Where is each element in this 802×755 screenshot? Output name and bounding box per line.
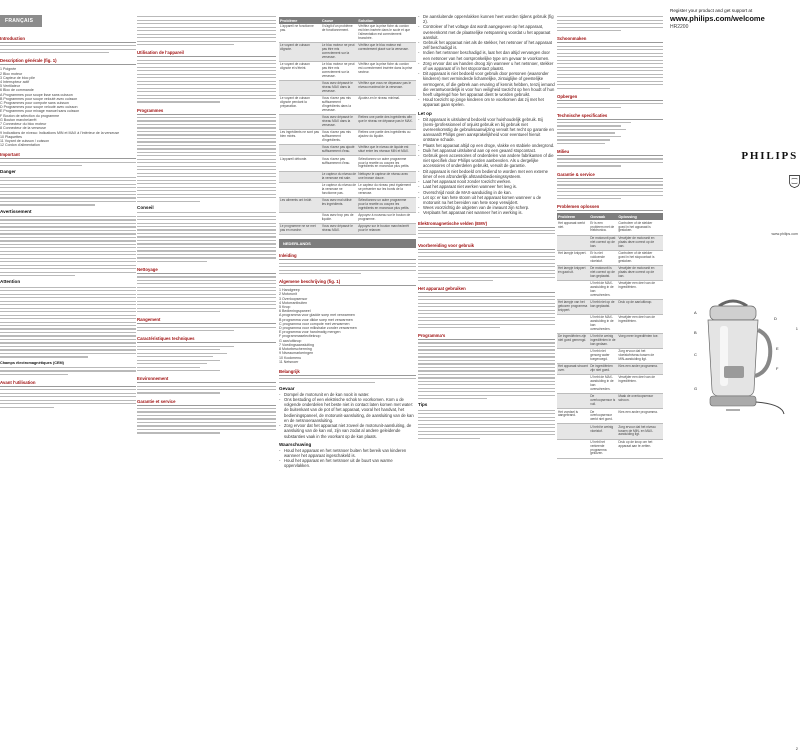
- header-cell: Probleem: [558, 214, 576, 219]
- table-row: [557, 375, 663, 394]
- table-cell: Vérifiez que le niveau de liquide est situé entre les niveaux MIN et MAX.: [358, 145, 409, 154]
- table-row: [557, 315, 663, 334]
- list-item: 12 Cordon d'alimentation: [0, 143, 40, 148]
- table-row: [557, 349, 663, 364]
- table-row: [557, 394, 663, 409]
- list-item: B programma voor dikke soep met verwarmen: [279, 317, 353, 322]
- table-cell: Retirez une partie des ingrédients ou ajoutez du liquide.: [358, 130, 411, 139]
- list-item: - Zorg ervoor dat uw handen droog zijn wanneer u het netsnoer, stekker of uw apparaat of in het stopcontact plaatst.: [423, 61, 555, 71]
- table-row: [557, 409, 663, 424]
- table-cell: Er is niet voldoende vloeistof.: [590, 250, 605, 263]
- table-cell: Il s'agit d'un problème de fonctionnement.: [321, 24, 353, 33]
- table-cell: U hebt te weinig vloeistof.: [590, 424, 614, 433]
- page-number: 1: [795, 326, 798, 331]
- list-item: - Gebruik geen accessoires of onderdelen van andere fabrikanten of die niet specifiek door Philips worden aanbevolen. Als u dergelijke accessoires of onderdelen gebruikt, vervalt de garantie.: [423, 153, 555, 169]
- tips-paragraph: [418, 410, 555, 439]
- table-cell: Retirez une partie des ingrédients afin que le niveau ne dépasse pas le MAX.: [358, 115, 413, 124]
- table-cell: Het apparaat stroomt over.: [558, 364, 588, 373]
- emf-paragraph: [0, 367, 136, 375]
- list-item: 3 Capteur de bloc pile: [0, 75, 35, 80]
- table-cell: [558, 441, 590, 457]
- table-cell: [280, 184, 322, 196]
- cleaning-paragraph: [557, 46, 663, 89]
- tip-title: Conseil: [137, 204, 154, 210]
- table-cell: Le voyant de cuisson clignote.: [280, 43, 310, 52]
- table-cell: [558, 237, 590, 249]
- list-item: - Laat het apparaat nooit zonder toezicht werken.: [423, 179, 555, 184]
- list-item: - Houd het apparaat en het netsnoer buiten het bereik van kinderen wanneer het apparaat ingeschakeld is.: [284, 448, 416, 458]
- intro-paragraph: [0, 45, 136, 53]
- column-french-usage: [137, 0, 276, 755]
- table-cell: Druk op de aan/uitknop.: [618, 300, 653, 304]
- programs-paragraph: [418, 342, 555, 399]
- list-item: 8 Connecteur de la verseuse: [0, 126, 46, 131]
- column-french-troubleshooting: [279, 0, 416, 755]
- figure-label: B: [694, 330, 697, 335]
- section-heading: Schoonmaken: [557, 34, 663, 43]
- list-item: C programma voor compote met verwarmen: [279, 321, 350, 326]
- table-cell: Appuyez à nouveau sur le bouton de programme.: [358, 213, 411, 222]
- figure-label: F: [776, 366, 779, 371]
- intro-paragraph: [279, 263, 416, 275]
- table-row: [279, 183, 416, 198]
- table-cell: Vous n'avez pas suffisamment d'eau.: [321, 156, 351, 165]
- warning-title: Avertissement: [0, 208, 32, 214]
- table-row: [557, 236, 663, 251]
- table-cell: Er is een probleem met de elektronica.: [590, 220, 615, 233]
- warning-paragraph: [0, 216, 136, 276]
- table-cell: Voeg meer ingrediënten toe.: [618, 334, 659, 339]
- section-heading: Belangrijk: [279, 367, 416, 376]
- table-cell: Vérifiez que la prise fiche du cordon est bien insérée dans le socle et que l'alimentation est correctement branchée.: [358, 24, 411, 40]
- section-heading: Introduction: [0, 34, 136, 43]
- list-item: - Dit apparaat is uitsluitend bedoeld voor huishoudelijk gebruik. Bij (semi-)professioneel of onjuist gebruik en bij gebruik niet overeenkomstig de gebruiksaanwijzing vervalt het recht op garantie en aanvaardt Philips geen aansprakelijkheid voor eventueel hieruit ontstane schade.: [423, 117, 555, 143]
- section-heading: Environnement: [137, 374, 276, 383]
- philips-shield-icon: [789, 175, 800, 188]
- list-item: - Dit apparaat is niet bedoeld voor gebruik door personen (waaronder kinderen) met verminderde lichamelijke, zintuiglijke of geestelijke vermogens, of die gebrek aan ervaring of kennis hebben, tenzij iemand die verantwoordelijk is voor hun veiligheid toezicht op hen houdt of hun heeft uitgelegd hoe het apparaat dient te worden gebruikt.: [423, 71, 555, 97]
- list-item: - Laat het apparaat niet werken wanneer het leeg is.: [423, 184, 555, 189]
- cleaning-paragraph: [137, 276, 276, 312]
- important-paragraph: [0, 162, 136, 167]
- table-row: [557, 334, 663, 349]
- table-cell: Le bloc moteur ne peut pas être mis correctement sur la verseuse.: [321, 43, 355, 59]
- table-cell: Le capteur du niveau peut également se présenter sur les bords de la verseuse.: [358, 182, 411, 195]
- list-item: - Gebruik het apparaat niet als de stekker, het netsnoer of het apparaat zelf beschadigd is.: [423, 40, 555, 50]
- table-cell: Vous n'avez pas mis suffisamment d'ingrédients dans la verseuse.: [321, 96, 351, 112]
- section-heading: Programmes: [137, 106, 276, 115]
- list-item: 1 Handgreep: [279, 288, 300, 293]
- programs-paragraph: [137, 117, 276, 202]
- section-heading: Nettoyage: [137, 265, 276, 274]
- table-row: [557, 266, 663, 281]
- tip-paragraph: [137, 212, 276, 262]
- table-cell: De ingrediënten zijn niet goed.: [590, 364, 613, 373]
- guarantee-paragraph: [557, 181, 663, 200]
- list-item: C Programmes pour compote sans cuisson: [0, 101, 69, 106]
- table-cell: Het lampje van het gekozen programma knippert.: [558, 300, 588, 312]
- table-cell: Vous avez mal utilisé les ingrédients.: [321, 198, 352, 206]
- preparation-paragraph: [418, 252, 555, 281]
- list-item: 4 Interrupteur actif: [0, 80, 30, 85]
- table-cell: Vous avez dépassé le niveau MAX dans la verseuse.: [321, 81, 353, 93]
- environment-paragraph: [557, 158, 663, 166]
- table-cell: Sélectionnez un autre programme pour la recette ou coupez les ingrédients en morceaux plus petits.: [358, 156, 410, 169]
- table-row: [279, 62, 416, 81]
- section-heading: Inleiding: [279, 251, 416, 260]
- section-heading: Het apparaat gebruiken: [418, 284, 555, 293]
- table-cell: Controleer of de stekker goed in het stopcontact is gestoken.: [618, 250, 655, 263]
- table-cell: Maak de overloopsensor schoon.: [618, 394, 654, 403]
- important-paragraph: [279, 378, 416, 383]
- section-heading: Garantie & service: [557, 170, 663, 179]
- table-cell: Het apparaat werkt niet.: [558, 220, 585, 229]
- specs-paragraph: [557, 122, 663, 144]
- table-row: [279, 156, 416, 171]
- table-cell: U hebt niet op de kan geplaatst.: [590, 300, 615, 308]
- table-cell: De overloopsensor werkt niet goed.: [590, 409, 613, 422]
- list-item: A Programmes pour soupe lisse sans cuisson: [0, 92, 73, 97]
- list-item: - Plaats het apparaat altijd op een droge, vlakke en stabiele ondergrond.: [423, 143, 555, 148]
- section-heading: Utilisation de l'appareil: [137, 48, 276, 57]
- table-cell: Vous avez trop peu de liquide.: [321, 213, 354, 222]
- table-cell: De ingrediënten zijn niet goed gemengd.: [558, 334, 587, 342]
- list-item: 4 Motorrantbuiten: [279, 300, 308, 305]
- table-cell: Les ingrédients ne sont pas bien mixés.: [280, 130, 319, 139]
- table-cell: Controleer of de stekker goed in het apparaat is gestoken.: [618, 220, 653, 233]
- list-item: - De aansluitende oppervlakken kunnen heet worden tijdens gebruik (fig 2).: [423, 14, 555, 24]
- caution-list: [418, 117, 555, 216]
- troubleshooting-table-body: [557, 220, 663, 458]
- list-item: D programma voor milkshake zonder verwarmen: [279, 326, 357, 331]
- table-cell: Sélectionnez un autre programme pour la recette ou coupez les ingrédients en morceaux plus petits.: [358, 198, 410, 210]
- page-number: 2: [795, 746, 798, 751]
- table-cell: Vous avez dépassé le niveau MAX dans la verseuse.: [321, 115, 353, 128]
- table-cell: [558, 316, 590, 332]
- usage-paragraph: [418, 296, 555, 329]
- section-heading: Description générale (fig. 1): [0, 56, 136, 65]
- figure-label: A: [694, 310, 697, 315]
- table-cell: Verwijder een deel van de ingrediënten.: [618, 375, 655, 384]
- table-cell: Les aliments ont brûlé.: [280, 198, 313, 203]
- figure-label: E: [776, 346, 779, 351]
- storage-paragraph: [557, 103, 663, 108]
- table-cell: U hebt de MAX-aanduiding in de kan overschreden.: [590, 281, 614, 297]
- language-tab: FRANÇAIS: [0, 15, 42, 27]
- register-url[interactable]: www.philips.com/welcome: [670, 14, 765, 23]
- list-item: - Duik het apparaat uitsluitend aan op een geaard stopcontact.: [423, 148, 555, 153]
- specs-paragraph: [137, 346, 276, 372]
- figure-label: G: [694, 386, 698, 391]
- table-row: [279, 81, 416, 96]
- table-row: [557, 251, 663, 266]
- table-cell: Vous avez dépassé le niveau MAX.: [321, 224, 353, 233]
- model-number: HR2200: [670, 24, 689, 30]
- column-cover: [664, 0, 802, 755]
- emf-title: Champs électromagnétiques (CEM): [0, 360, 64, 365]
- troubleshooting-table-body: [279, 24, 416, 235]
- section-heading: Garantie et service: [137, 397, 276, 406]
- list-item: - Wees voorzichtig de uitgieten van de inwaunt zijn scherp.: [423, 205, 555, 210]
- list-item: - Houd toezicht op jonge kinderen om te voorkomen dat zij met het apparaat gaan spelen.: [423, 97, 555, 107]
- website-small[interactable]: www.philips.com: [771, 232, 798, 236]
- table-cell: [280, 214, 322, 222]
- list-item: B Programmes pour soupe velouté avec cuisson: [0, 96, 78, 101]
- table-cell: U hebt niet genoeg water toegevoegd.: [590, 349, 610, 361]
- table-cell: Het voedsel is aangebrand.: [558, 409, 579, 418]
- list-item: 3 Overloopsensor: [279, 296, 308, 301]
- usage-paragraph: [137, 60, 276, 103]
- table-cell: U hebt de MAX-aanduiding in de kan overschreden.: [590, 315, 614, 331]
- list-item: F programmaselectieknop: [279, 334, 321, 339]
- table-cell: [280, 116, 322, 128]
- list-item: 1 Poignée: [0, 67, 17, 72]
- table-cell: U hebt het verkeerde programma gekozen.: [590, 439, 607, 456]
- table-cell: Ajoutez-en le niveau minimal.: [358, 96, 400, 101]
- first-use-paragraph: [0, 389, 136, 408]
- figure-label: C: [694, 352, 697, 357]
- list-item: - Overschrijd nooit de MAX-aanduiding in de kan.: [423, 190, 555, 195]
- table-cell: U hebt de MAX-aanduiding in de kan overschreden.: [590, 375, 614, 392]
- dutch-description-list: [279, 288, 416, 364]
- soupmaker-illustration-icon: [664, 296, 802, 416]
- section-heading: Elektromagnetische velden (EMV): [418, 219, 555, 228]
- table-row: [557, 220, 663, 235]
- table-cell: Le capteur du niveau de la verseuse est sale.: [321, 171, 357, 180]
- section-heading: Programma's: [418, 331, 555, 340]
- troubleshooting-table-header: [279, 17, 416, 24]
- list-item: E programma voor handmatig mengen: [279, 330, 341, 335]
- section-heading: Caractéristiques techniques: [137, 334, 276, 343]
- table-cell: [280, 146, 322, 154]
- table-cell: Le voyant de cuisson clignote et s'éteint.: [280, 62, 310, 71]
- dutch-language-tab: NEDERLANDS: [279, 239, 416, 248]
- table-cell: Le capteur du niveau de la verseuse ne fonctionne pas.: [321, 182, 357, 195]
- table-row: [279, 145, 416, 156]
- table-cell: [558, 282, 590, 298]
- table-cell: [280, 82, 322, 94]
- table-cell: [558, 376, 590, 392]
- table-cell: L'appareil déborde.: [280, 156, 308, 161]
- figure-label: D: [774, 316, 777, 321]
- list-item: 10 Plaquettes: [0, 134, 22, 139]
- list-item: 5 Ventilateur: [0, 84, 20, 89]
- list-item: - Ons bestuding of een elektrische schok te voorkomen. Kom u de volgende onderdelen het beste niet in contact laten komen met water: de buitenkant van de pot of het apparaat, vooral het handvat, het bedieningspaneel, de motorunit-aansluiting, de aansluiting van de kan en de netsnoeraansluiting.: [284, 397, 416, 423]
- table-cell: Verwijder de motorunit en plaats deze correct op de kan.: [618, 265, 655, 278]
- column-dutch-maintenance: [557, 0, 663, 755]
- table-row: [279, 213, 416, 224]
- register-text: Register your product and get support at: [670, 8, 753, 13]
- table-cell: De motorunit past niet correct op de kan.: [590, 235, 616, 248]
- table-row: [279, 198, 416, 213]
- table-cell: Appuyez sur le bouton marche/arrêt pour le relancer.: [358, 224, 409, 233]
- list-item: - Dit apparaat is niet bedoeld om bediend te worden met een externe timer of een afzonderlijk afstandsbedieningssysteem.: [423, 169, 555, 179]
- list-item: 2 Bloc moteur: [0, 71, 23, 76]
- danger-list: [279, 392, 416, 439]
- list-item: - Controleer of het voltage dat wordt aangegeven op het apparaat, overeenkomt met de plaatselijke netspanning voordat u het apparaat aansluit.: [423, 24, 555, 40]
- list-item: 11 Voyant de cuisson / cuisson: [0, 138, 50, 143]
- list-item: D Programmes pour soupe velouté avec cuisson: [0, 105, 78, 110]
- table-cell: Nettoyez le capteur de niveau avec une brosse douce.: [358, 171, 409, 180]
- caution-title: Attention: [0, 279, 21, 285]
- steps-paragraph: [557, 16, 663, 31]
- table-row: [279, 172, 416, 183]
- table-cell: De motorunit is niet correct op de kan geplaatst.: [590, 265, 615, 278]
- warning-list: [279, 448, 416, 469]
- danger-title: Danger: [0, 169, 16, 175]
- table-cell: De overloopsensor is vuil.: [590, 394, 616, 407]
- list-item: 8 Motorbescherming: [279, 347, 312, 352]
- table-cell: Het lampje knippert.: [558, 250, 587, 255]
- table-row: [279, 96, 416, 115]
- list-item: 9 Indications de niveau: Indications MIN et MAX à l'intérieur de la verseuse: [0, 130, 120, 135]
- brand-logo: PHILIPS: [741, 150, 798, 162]
- emf-paragraph: [418, 230, 555, 238]
- list-item: A programma voor gladde soep met verwarmen: [279, 313, 355, 318]
- list-item: 5 Knop: [279, 305, 291, 310]
- environment-paragraph: [137, 386, 276, 394]
- table-cell: Zorg ervoor dat het vloeistofniveau tussen de MIN-aanduiding ligt.: [618, 349, 655, 361]
- table-cell: Verwijder een deel van de ingrediënten.: [618, 281, 655, 289]
- list-item: 6 Bedieningspaneel: [279, 309, 311, 314]
- list-item: 9 Niveaumarkeringen: [279, 351, 314, 356]
- table-cell: Vous n'avez pas mis suffisamment d'ingrédients.: [321, 130, 351, 143]
- troubleshooting-table-header: [557, 213, 663, 220]
- table-cell: Vous n'avez pas ajouté suffisamment d'eau.: [321, 145, 355, 154]
- table-cell: U hebt te weinig ingrediënten in de kan gedaan.: [590, 334, 616, 346]
- table-cell: Verwijder een deel van de ingrediënten.: [618, 315, 655, 323]
- table-row: [557, 300, 663, 315]
- guarantee-paragraph: [137, 408, 276, 434]
- table-row: [279, 24, 416, 43]
- list-item: E Programmes pour mixage manuel sans cuisson: [0, 109, 80, 114]
- list-item: 10 Kookmenu: [279, 355, 302, 360]
- table-row: [557, 364, 663, 375]
- caution-title: Let op: [418, 110, 432, 116]
- table-cell: Vérifiez que vous ne dépassez pas le niveau maximal de la verseuse.: [358, 81, 412, 90]
- table-cell: Verwijder de motorunit en plaats deze correct op de kan.: [618, 235, 655, 248]
- list-item: G Bouton marche/arrêt: [0, 117, 37, 122]
- list-item: G aan/uitknop: [279, 338, 302, 343]
- section-heading: Problemen oplossen: [557, 202, 663, 211]
- table-row: [279, 115, 416, 130]
- list-item: - Verplaats het apparaat niet wanneer het in werking is.: [423, 210, 555, 215]
- header-cell: Solution: [358, 18, 374, 23]
- table-cell: Le programme ne se met pas en marche.: [280, 224, 316, 233]
- safety-list: [418, 14, 555, 108]
- list-item: - Let op: er kan hete stoom uit het apparaat komen wanneer u de motorunit na het bereiden van hete soep verwijdert.: [423, 195, 555, 205]
- header-cell: Cause: [321, 18, 334, 23]
- steps-paragraph: [137, 16, 276, 45]
- column-dutch-safety: [418, 0, 555, 755]
- header-cell: Problème: [280, 18, 298, 23]
- table-cell: [558, 426, 590, 438]
- table-row: [557, 440, 663, 459]
- section-heading: Milieu: [557, 147, 663, 156]
- table-cell: [558, 350, 590, 362]
- section-heading: Avant l'utilisation: [0, 378, 136, 387]
- table-cell: L'appareil ne fonctionne pas.: [280, 24, 314, 33]
- section-heading: Technische specificaties: [557, 111, 663, 120]
- tips-title: Tips: [418, 402, 428, 408]
- table-row: [279, 224, 416, 235]
- table-row: [557, 281, 663, 300]
- section-heading: Important: [0, 150, 136, 159]
- table-cell: Zorg ervoor dat het niveau tussen de MIN- en MAX-aanduiding ligt.: [618, 424, 656, 437]
- danger-title: Gevaar: [279, 385, 295, 391]
- list-item: - Zorg ervoor dat het apparaat niet zoveel de motorunit-aansluiting, de aansluiting van de kan vol, zijn van zodat al andere geleidende substanties vaak in the voorkant op de kan plaats.: [284, 423, 416, 439]
- table-cell: Vérifiez que le bloc moteur est correctement placé sur la verseuse.: [358, 43, 409, 52]
- table-cell: [558, 395, 590, 407]
- list-item: - Houd het apparaat en het netsnoer uit de buurt van warme oppervlakken.: [284, 458, 416, 468]
- figure-1-appliance: [664, 296, 802, 411]
- table-row: [557, 424, 663, 439]
- list-item: - Indien het netsnoer beschadigd is, laat het dan altijd vervangen door een netsnoer van het oorspronkelijke type om gevaar te voorkomen.: [423, 50, 555, 60]
- description-list: [0, 67, 136, 147]
- section-heading: Algemene beschrijving (fig. 1): [279, 277, 416, 286]
- list-item: 11 Netsnoer: [279, 359, 299, 364]
- list-item: 6 Bloc de commande: [0, 88, 34, 93]
- table-cell: [280, 173, 322, 181]
- table-cell: Kies een ander programma.: [618, 364, 658, 369]
- warning-title: Waarschuwing: [279, 441, 312, 447]
- table-cell: Het lampje knippert en gaat uit.: [558, 265, 586, 274]
- table-cell: Le bloc moteur ne peut pas être mis correctement sur la verseuse.: [321, 62, 355, 78]
- header-cell: Oplossing: [618, 214, 637, 219]
- section-heading: Voorbereiding voor gebruik: [418, 241, 555, 250]
- section-heading: Opbergen: [557, 92, 663, 101]
- list-item: - Dompel de motorunit en de kan nooit in water.: [284, 392, 416, 397]
- list-item: 7 Voedingsaansluiting: [279, 342, 314, 347]
- table-row: [279, 43, 416, 62]
- column-french-intro: [0, 0, 136, 755]
- table-cell: Kies een ander programma.: [618, 409, 658, 414]
- table-row: [279, 130, 416, 145]
- list-item: 7 Connecteur du bloc moteur: [0, 122, 47, 127]
- table-cell: Le voyant de cuisson clignote pendant la préparation.: [280, 96, 310, 109]
- danger-paragraph: [0, 177, 136, 206]
- list-item: 2 Motorunit: [279, 292, 297, 297]
- caution-paragraph: [0, 287, 136, 358]
- storage-paragraph: [137, 327, 276, 332]
- list-item: F Bouton de sélection du programme: [0, 113, 60, 118]
- section-heading: Rangement: [137, 315, 276, 324]
- table-cell: Vérifiez que la prise fiche du cordon est correctement insérée dans la prise secteur.: [358, 62, 413, 74]
- header-cell: Oorzaak: [590, 214, 606, 219]
- table-cell: Druk op de knop om het apparaat aan te zetten.: [618, 439, 653, 448]
